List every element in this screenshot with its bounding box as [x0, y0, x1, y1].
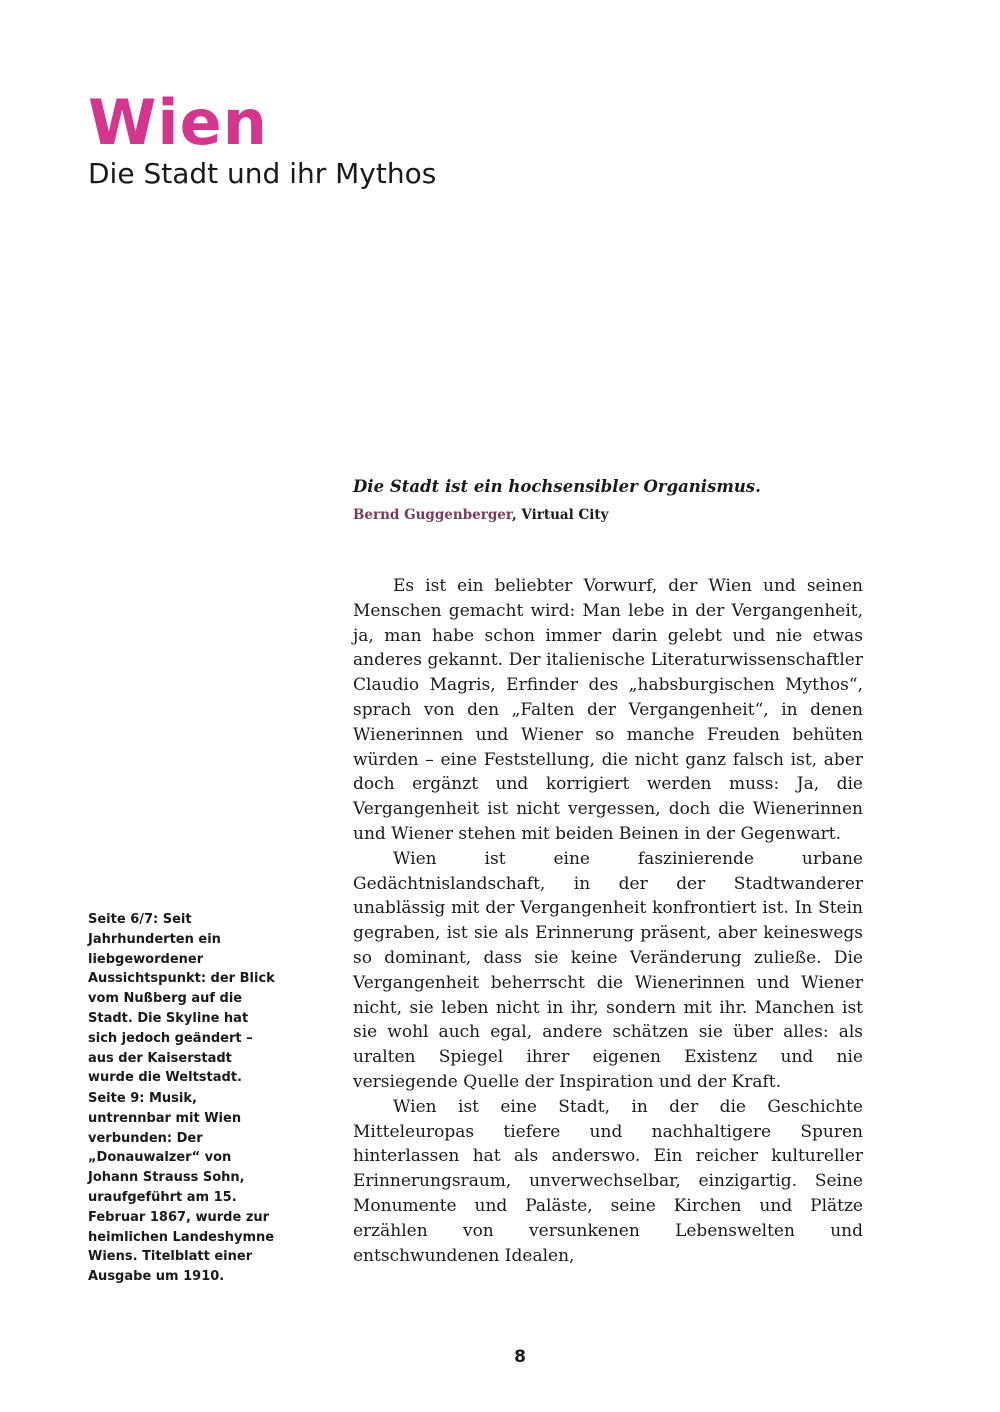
- caption-page-6-7: Seite 6/7: Seit Jahrhunderten ein liebgewordener Aussichtspunkt: der Blick vom Nußberg auf die Stadt. Die Skyline hat sich jedoch geändert – aus der Kaiserstadt wurde die Weltstadt.: [88, 912, 275, 1086]
- epigraph-quote: Die Stadt ist ein hochsensibler Organismus.: [353, 477, 761, 496]
- epigraph: [353, 475, 873, 527]
- epigraph-source: [353, 503, 873, 527]
- body-text: [353, 574, 863, 1268]
- page-number: 8: [514, 1347, 526, 1367]
- chapter-title: Wien: [88, 86, 268, 159]
- epigraph-author: Bernd Guggenberger: [353, 507, 512, 523]
- caption-page-9: Seite 9: Musik, untrennbar mit Wien verbunden: Der „Donauwalzer“ von Johann Strauss Sohn, uraufgeführt am 15. Februar 1867, wurde zur heimlichen Landeshymne Wiens. Titelblatt einer Ausgabe um 1910.: [88, 1091, 275, 1285]
- body-paragraph: Wien ist eine Stadt, in der die Geschichte Mitteleuropas tiefere und nachhaltigere Spuren hinterlassen hat als anderswo. Ein reicher kultureller Erinnerungsraum, unverwechselbar, einzigartig. Seine Monumente und Paläste, seine Kirchen und Plätze erzählen von versunkenen Lebenswelten und entschwundenen Idealen,: [353, 1096, 863, 1266]
- body-paragraph: Wien ist eine faszinierende urbane Gedächtnislandschaft, in der der Stadtwanderer unablässig mit der Vergangenheit konfrontiert ist. In Stein gegraben, ist sie als Erinnerung präsent, aber keineswegs so dominant, dass sie keine Veränderung zuließe. Die Vergangenheit beherrscht die Wienerinnen und Wiener nicht, sie leben nicht in ihr, sondern mit ihr. Manchen ist sie wohl auch egal, andere schätzen sie über alles: als uralten Spiegel ihrer eigenen Existenz und nie versiegende Quelle der Inspiration und der Kraft.: [353, 848, 863, 1092]
- chapter-subtitle: Die Stadt und ihr Mythos: [88, 157, 437, 190]
- body-paragraph: Es ist ein beliebter Vorwurf, der Wien und seinen Menschen gemacht wird: Man lebe in der Vergangenheit, ja, man habe schon immer darin gelebt und nie etwas anderes gekannt. Der italienische Literaturwissenschaftler Claudio Magris, Erfinder des „habsburgischen Mythos“, sprach von den „Falten der Vergangenheit“, in denen Wienerinnen und Wiener so manche Freuden behüten würden – eine Feststellung, die nicht ganz falsch ist, aber doch ergänzt und korrigiert werden muss: Ja, die Vergangenheit ist nicht vergessen, doch die Wienerinnen und Wiener stehen mit beiden Beinen in der Gegenwart.: [353, 576, 863, 844]
- epigraph-work: , Virtual City: [512, 507, 609, 523]
